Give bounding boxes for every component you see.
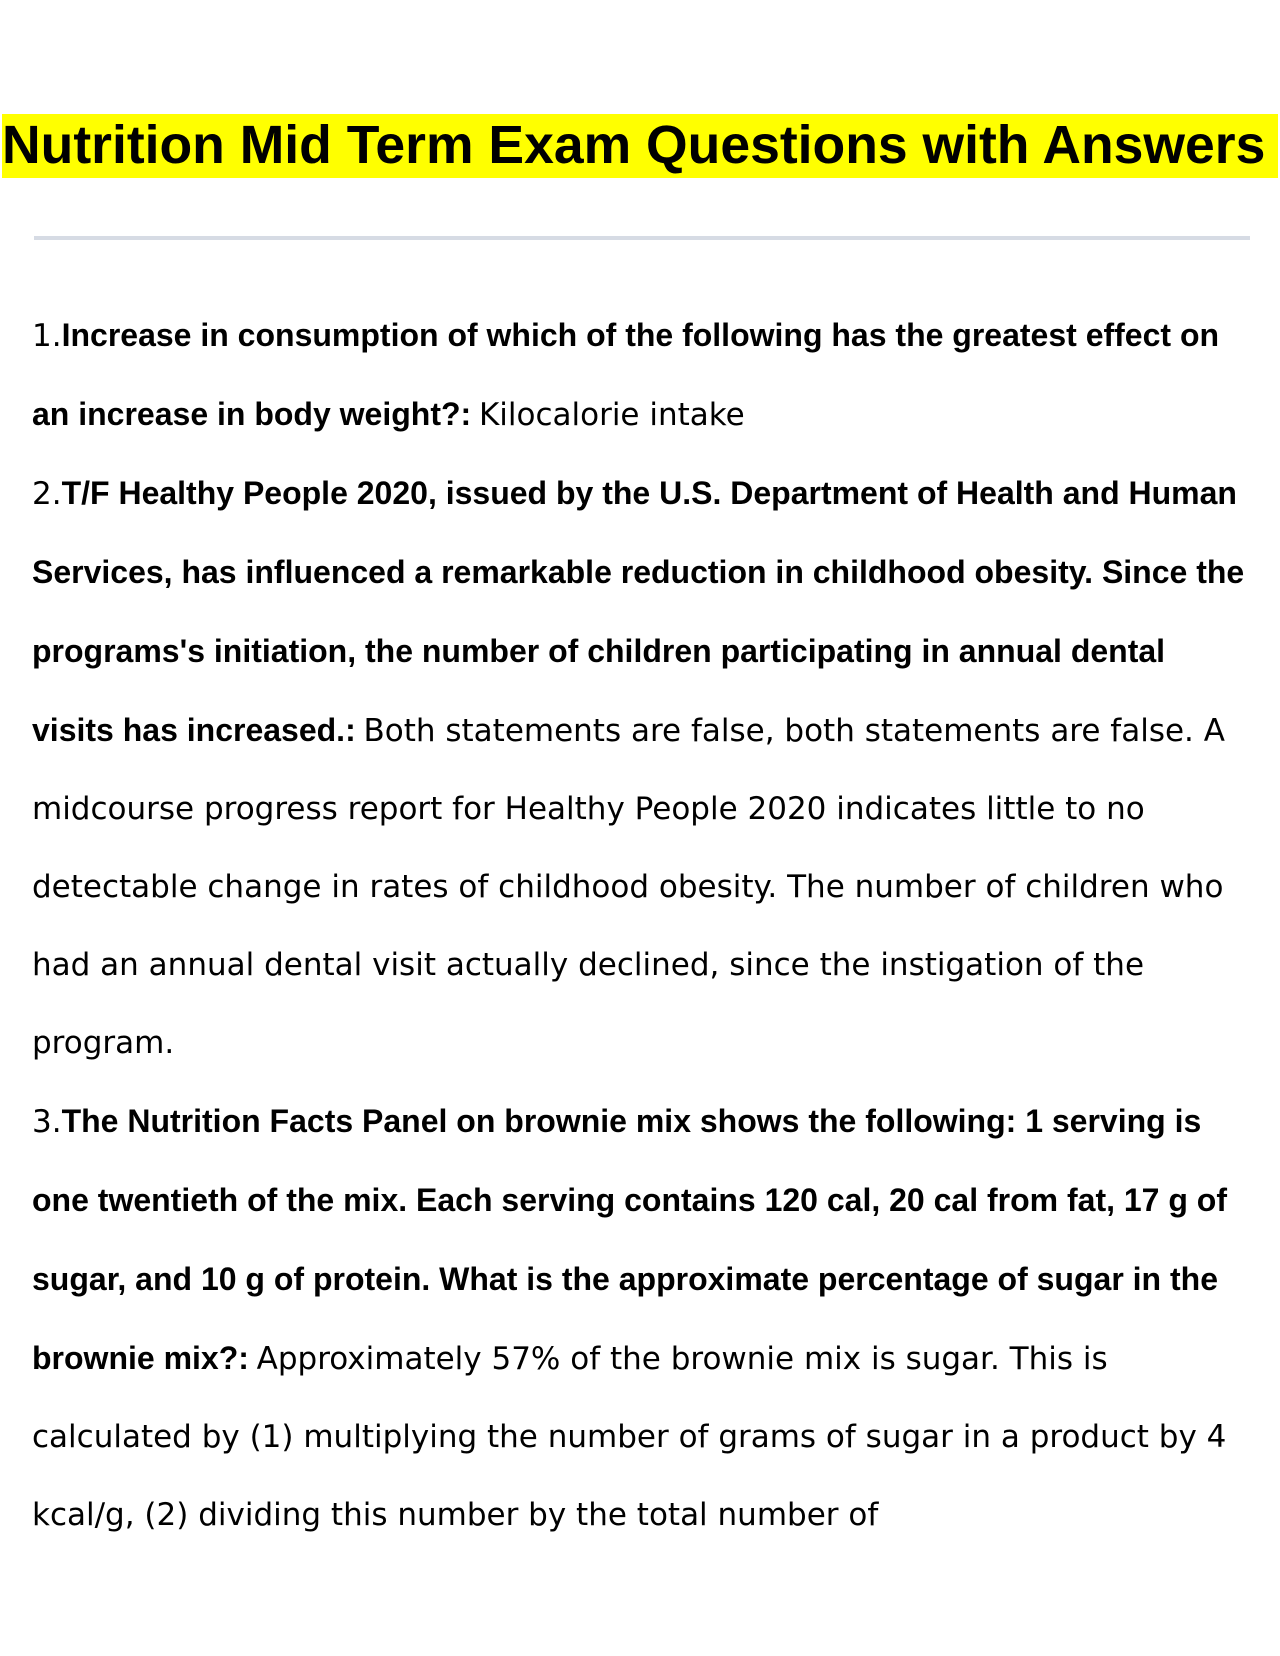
question-list — [32, 296, 1252, 1554]
question-number: 3. — [32, 1104, 62, 1140]
answer-text: Approximately 57% of the brownie mix is sugar. This is calculated by (1) multiplying the number of grams of sugar in a product by 4 kcal/g, (2) dividing this number by the total number of — [32, 1341, 1227, 1533]
question-number: 2. — [32, 476, 62, 512]
question-item — [32, 1082, 1252, 1554]
question-text: T/F Healthy People 2020, issued by the U.S. Department of Health and Human Services, has influenced a remarkable reduction in childhood obesity. Since the programs's initiation, the number of children participating in annual dental visits has increased.: — [32, 475, 1245, 748]
question-item — [32, 296, 1252, 454]
question-item — [32, 454, 1252, 1082]
question-text: The Nutrition Facts Panel on brownie mix shows the following: 1 serving is one twentieth of the mix. Each serving contains 120 cal, 20 cal from fat, 17 g of sugar, and 10 g of protein. What is the approximate percentage of sugar in the brownie mix?: — [32, 1103, 1227, 1376]
answer-text: Kilocalorie intake — [478, 397, 745, 433]
question-number: 1. — [32, 318, 62, 354]
question-text: Increase in consumption of which of the following has the greatest effect on an increase in body weight?: — [32, 317, 1220, 432]
title-divider — [34, 236, 1250, 240]
answer-text: Both statements are false, both statements are false. A midcourse progress report for Healthy People 2020 indicates little to no detectable change in rates of childhood obesity. The number of children who had an annual dental visit actually declined, since the instigation of the program. — [32, 713, 1225, 1061]
document-title: Nutrition Mid Term Exam Questions with Answers — [2, 114, 1278, 178]
